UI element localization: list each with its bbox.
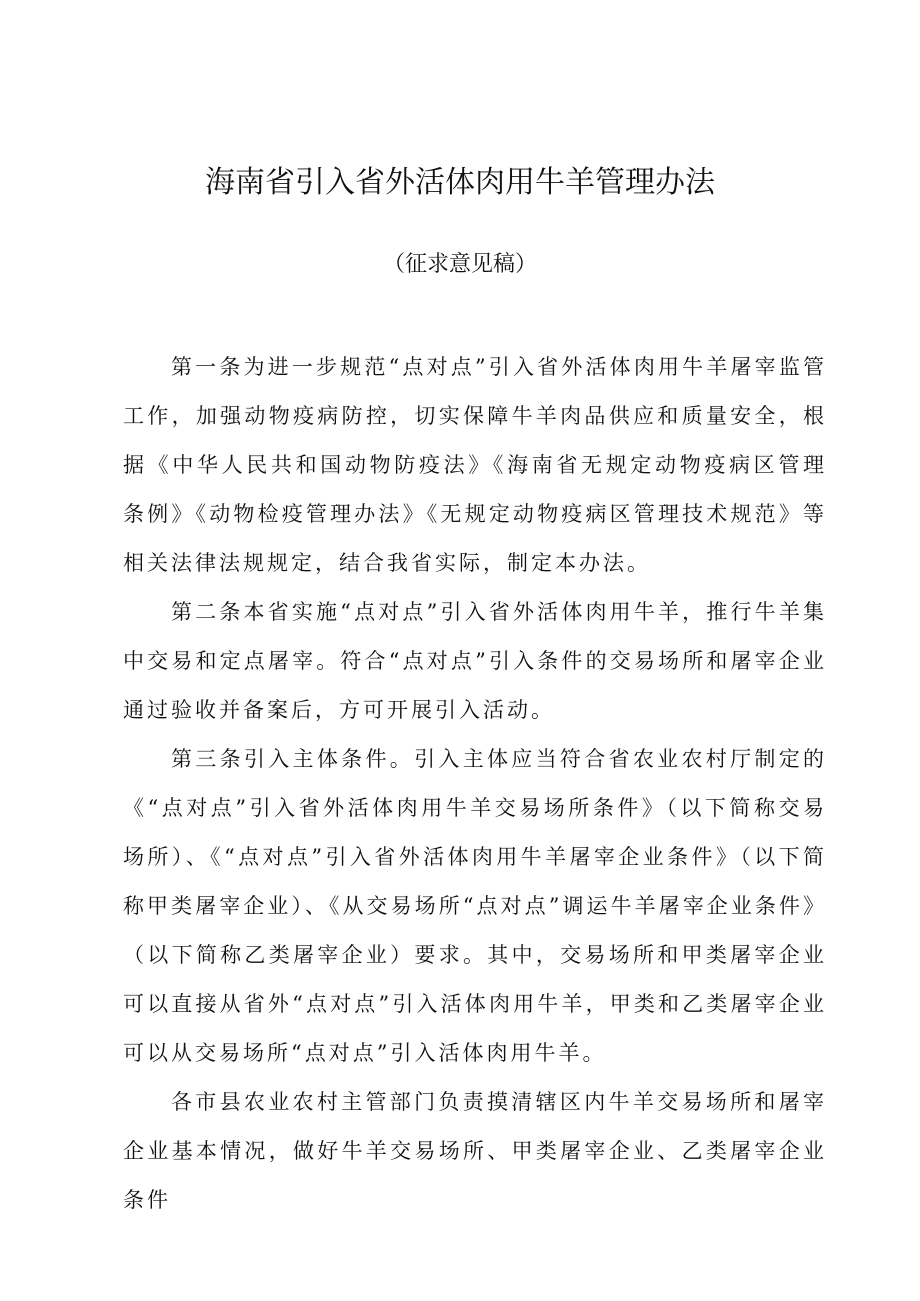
paragraph-article-3: 第三条引入主体条件。引入主体应当符合省农业农村厅制定的《“点对点”引入省外活体肉用牛羊交易场所条件》（以下简称交易场所）、《“点对点”引入省外活体肉用牛羊屠宰企业条件》（以下简称甲类屠宰企业）、《从交易场所“点对点”调运牛羊屠宰企业条件》（以下简称乙类屠宰企业）要求。其中，交易场所和甲类屠宰企业可以直接从省外“点对点”引入活体肉用牛羊，甲类和乙类屠宰企业可以从交易场所“点对点”引入活体肉用牛羊。 <box>123 747 827 1065</box>
paragraph-article-3-continued: 各市县农业农村主管部门负责摸清辖区内牛羊交易场所和屠宰企业基本情况，做好牛羊交易场所、甲类屠宰企业、乙类屠宰企业条件 <box>123 1090 827 1212</box>
paragraph-article-2: 第二条本省实施“点对点”引入省外活体肉用牛羊，推行牛羊集中交易和定点屠宰。符合“点对点”引入条件的交易场所和屠宰企业通过验收并备案后，方可开展引入活动。 <box>123 600 827 722</box>
document-title: 海南省引入省外活体肉用牛羊管理办法 <box>205 165 715 200</box>
document-subtitle: （征求意见稿） <box>382 252 537 277</box>
document-body <box>123 343 827 1225</box>
paragraph-article-1: 第一条为进一步规范“点对点”引入省外活体肉用牛羊屠宰监管工作，加强动物疫病防控，切实保障牛羊肉品供应和质量安全，根据《中华人民共和国动物防疫法》《海南省无规定动物疫病区管理条例》《动物检疫管理办法》《无规定动物疫病区管理技术规范》等相关法律法规规定，结合我省实际，制定本办法。 <box>123 355 827 575</box>
